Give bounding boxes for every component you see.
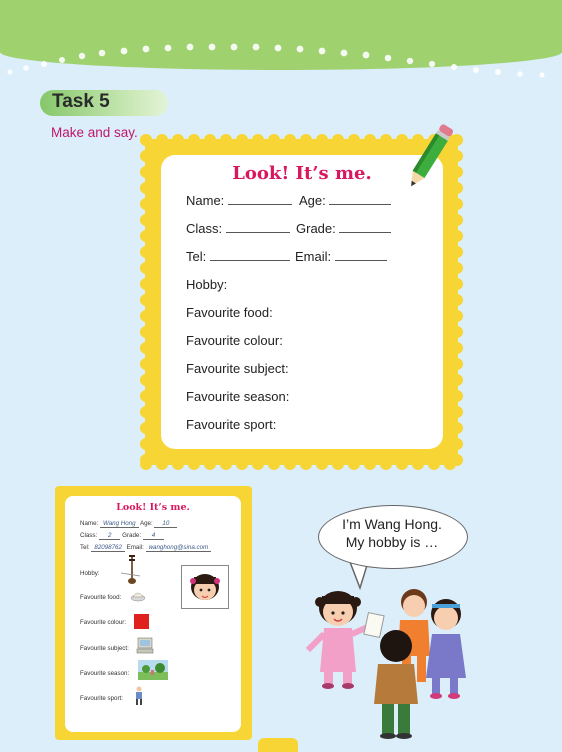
scallop-dot [364, 458, 376, 470]
page-number-tab [258, 738, 298, 752]
scallop-dot [451, 374, 463, 386]
scallop-dot [140, 278, 152, 290]
sample-card-title: Look! It’s me. [116, 502, 190, 513]
scallop-dot [451, 262, 463, 274]
sample-class-label: Class: [80, 532, 98, 539]
scallop-dot [140, 294, 152, 306]
scallop-dot [204, 134, 216, 146]
scallop-dot [380, 134, 392, 146]
scallop-dot [316, 134, 328, 146]
scallop-dot [156, 458, 168, 470]
season-label: Favourite season: [186, 389, 290, 404]
children-illustration [296, 580, 476, 740]
sample-age-label: Age: [139, 520, 153, 527]
girl-pink [308, 591, 384, 689]
speech-line-2: My hobby is … [345, 534, 439, 550]
erhu-icon [118, 553, 142, 587]
scallop-dot [236, 458, 248, 470]
email-field[interactable] [295, 249, 387, 264]
scallop-dot [140, 150, 152, 162]
girl-photo [181, 565, 229, 609]
age-label: Age: [299, 193, 326, 208]
scallop-dot [220, 134, 232, 146]
scallop-dot [140, 406, 152, 418]
scallop-dot [451, 390, 463, 402]
sample-class-row [80, 532, 164, 540]
scallop-dot [140, 342, 152, 354]
scallop-dot [268, 134, 280, 146]
scallop-dot [396, 458, 408, 470]
task-instruction: Make and say. [51, 125, 138, 140]
sample-subject-label: Favourite subject: [80, 645, 129, 652]
name-field[interactable] [186, 193, 292, 208]
sample-name-row [80, 520, 177, 528]
scallop-dot [140, 166, 152, 178]
pencil-icon [404, 120, 456, 196]
scallop-dot [220, 458, 232, 470]
scallop-dot [332, 458, 344, 470]
scallop-dot [204, 458, 216, 470]
class-blank[interactable] [226, 222, 290, 233]
email-blank[interactable] [335, 250, 387, 261]
player-icon [132, 686, 146, 706]
email-label: Email: [295, 249, 332, 264]
sample-class-value: 2 [99, 532, 120, 540]
subject-label: Favourite subject: [186, 361, 289, 376]
scallop-dot [348, 134, 360, 146]
scallop-dot [451, 438, 463, 450]
scallop-dot [451, 358, 463, 370]
food-label: Favourite food: [186, 305, 273, 320]
scallop-dot [451, 326, 463, 338]
scallop-dot [172, 134, 184, 146]
scallop-dot [140, 374, 152, 386]
scallop-dot [140, 390, 152, 402]
colour-label: Favourite colour: [186, 333, 283, 348]
boy-front [374, 630, 418, 739]
scallop-dot [451, 454, 463, 466]
sample-name-value: Wang Hong [100, 520, 139, 528]
grade-blank[interactable] [339, 222, 391, 233]
scallop-dot [451, 310, 463, 322]
scallop-dot [140, 310, 152, 322]
sample-tel-row [80, 544, 211, 552]
scallop-dot [316, 458, 328, 470]
scallop-dot [236, 134, 248, 146]
scallop-dot [140, 326, 152, 338]
scallop-dot [451, 278, 463, 290]
sample-grade-value: 4 [143, 532, 164, 540]
computer-icon [136, 637, 154, 655]
scallop-dot [172, 458, 184, 470]
scallop-dot [140, 262, 152, 274]
scallop-dot [140, 454, 152, 466]
scallop-dot [428, 458, 440, 470]
scallop-dot [300, 458, 312, 470]
scallop-dot [284, 458, 296, 470]
hobby-label: Hobby: [186, 277, 228, 292]
sample-sport-label: Favourite sport: [80, 695, 123, 702]
sample-grade-label: Grade: [122, 532, 142, 539]
scallop-dot [451, 198, 463, 210]
sample-hobby-label: Hobby: [80, 570, 100, 577]
sample-colour-label: Favourite colour: [80, 619, 127, 626]
girl-blue [426, 599, 466, 699]
grade-label: Grade: [296, 221, 336, 236]
name-blank[interactable] [228, 194, 292, 205]
scallop-dot [140, 422, 152, 434]
class-label: Class: [186, 221, 223, 236]
sample-food-label: Favourite food: [80, 594, 122, 601]
sample-tel-value: 82098762 [91, 544, 125, 552]
scallop-dot [188, 134, 200, 146]
scallop-dot [156, 134, 168, 146]
scallop-dot [140, 246, 152, 258]
dotted-border [0, 42, 562, 82]
scallop-dot [140, 438, 152, 450]
name-label: Name: [186, 193, 225, 208]
age-blank[interactable] [329, 194, 391, 205]
sample-email-value: wanghong@sina.com [146, 544, 212, 552]
tel-label: Tel: [186, 249, 207, 264]
scallop-dot [140, 198, 152, 210]
age-field[interactable] [299, 193, 391, 208]
scallop-dot [268, 458, 280, 470]
scallop-dot [412, 458, 424, 470]
scallop-dot [140, 182, 152, 194]
red-swatch [134, 614, 149, 629]
scallop-dot [348, 458, 360, 470]
sample-tel-label: Tel: [80, 544, 90, 551]
scallop-dot [140, 230, 152, 242]
scallop-dot [332, 134, 344, 146]
dumpling-icon [130, 588, 146, 602]
speech-bubble-text [318, 515, 466, 551]
summer-scene-icon [138, 660, 168, 680]
card-title: Look! It’s me. [232, 163, 372, 184]
sample-age-value: 10 [154, 520, 177, 528]
speech-line-1: I’m Wang Hong. [342, 516, 442, 532]
scallop-dot [252, 458, 264, 470]
sample-name-label: Name: [80, 520, 99, 527]
scallop-dot [451, 406, 463, 418]
tel-blank[interactable] [210, 250, 290, 261]
sport-label: Favourite sport: [186, 417, 277, 432]
scallop-dot [140, 214, 152, 226]
scallop-dot [451, 230, 463, 242]
scallop-dot [451, 294, 463, 306]
class-field[interactable] [186, 221, 290, 236]
scallop-dot [364, 134, 376, 146]
tel-field[interactable] [186, 249, 290, 264]
scallop-dot [300, 134, 312, 146]
scallop-dot [140, 358, 152, 370]
scallop-dot [380, 458, 392, 470]
scallop-dot [252, 134, 264, 146]
task-title: Task 5 [52, 91, 110, 112]
scallop-dot [451, 246, 463, 258]
sample-email-label: Email: [126, 544, 144, 551]
scallop-dot [140, 134, 152, 146]
scallop-dot [451, 422, 463, 434]
grade-field[interactable] [296, 221, 391, 236]
sample-season-label: Favourite season: [80, 670, 130, 677]
scallop-dot [451, 342, 463, 354]
scallop-dot [284, 134, 296, 146]
scallop-dot [451, 214, 463, 226]
scallop-dot [188, 458, 200, 470]
